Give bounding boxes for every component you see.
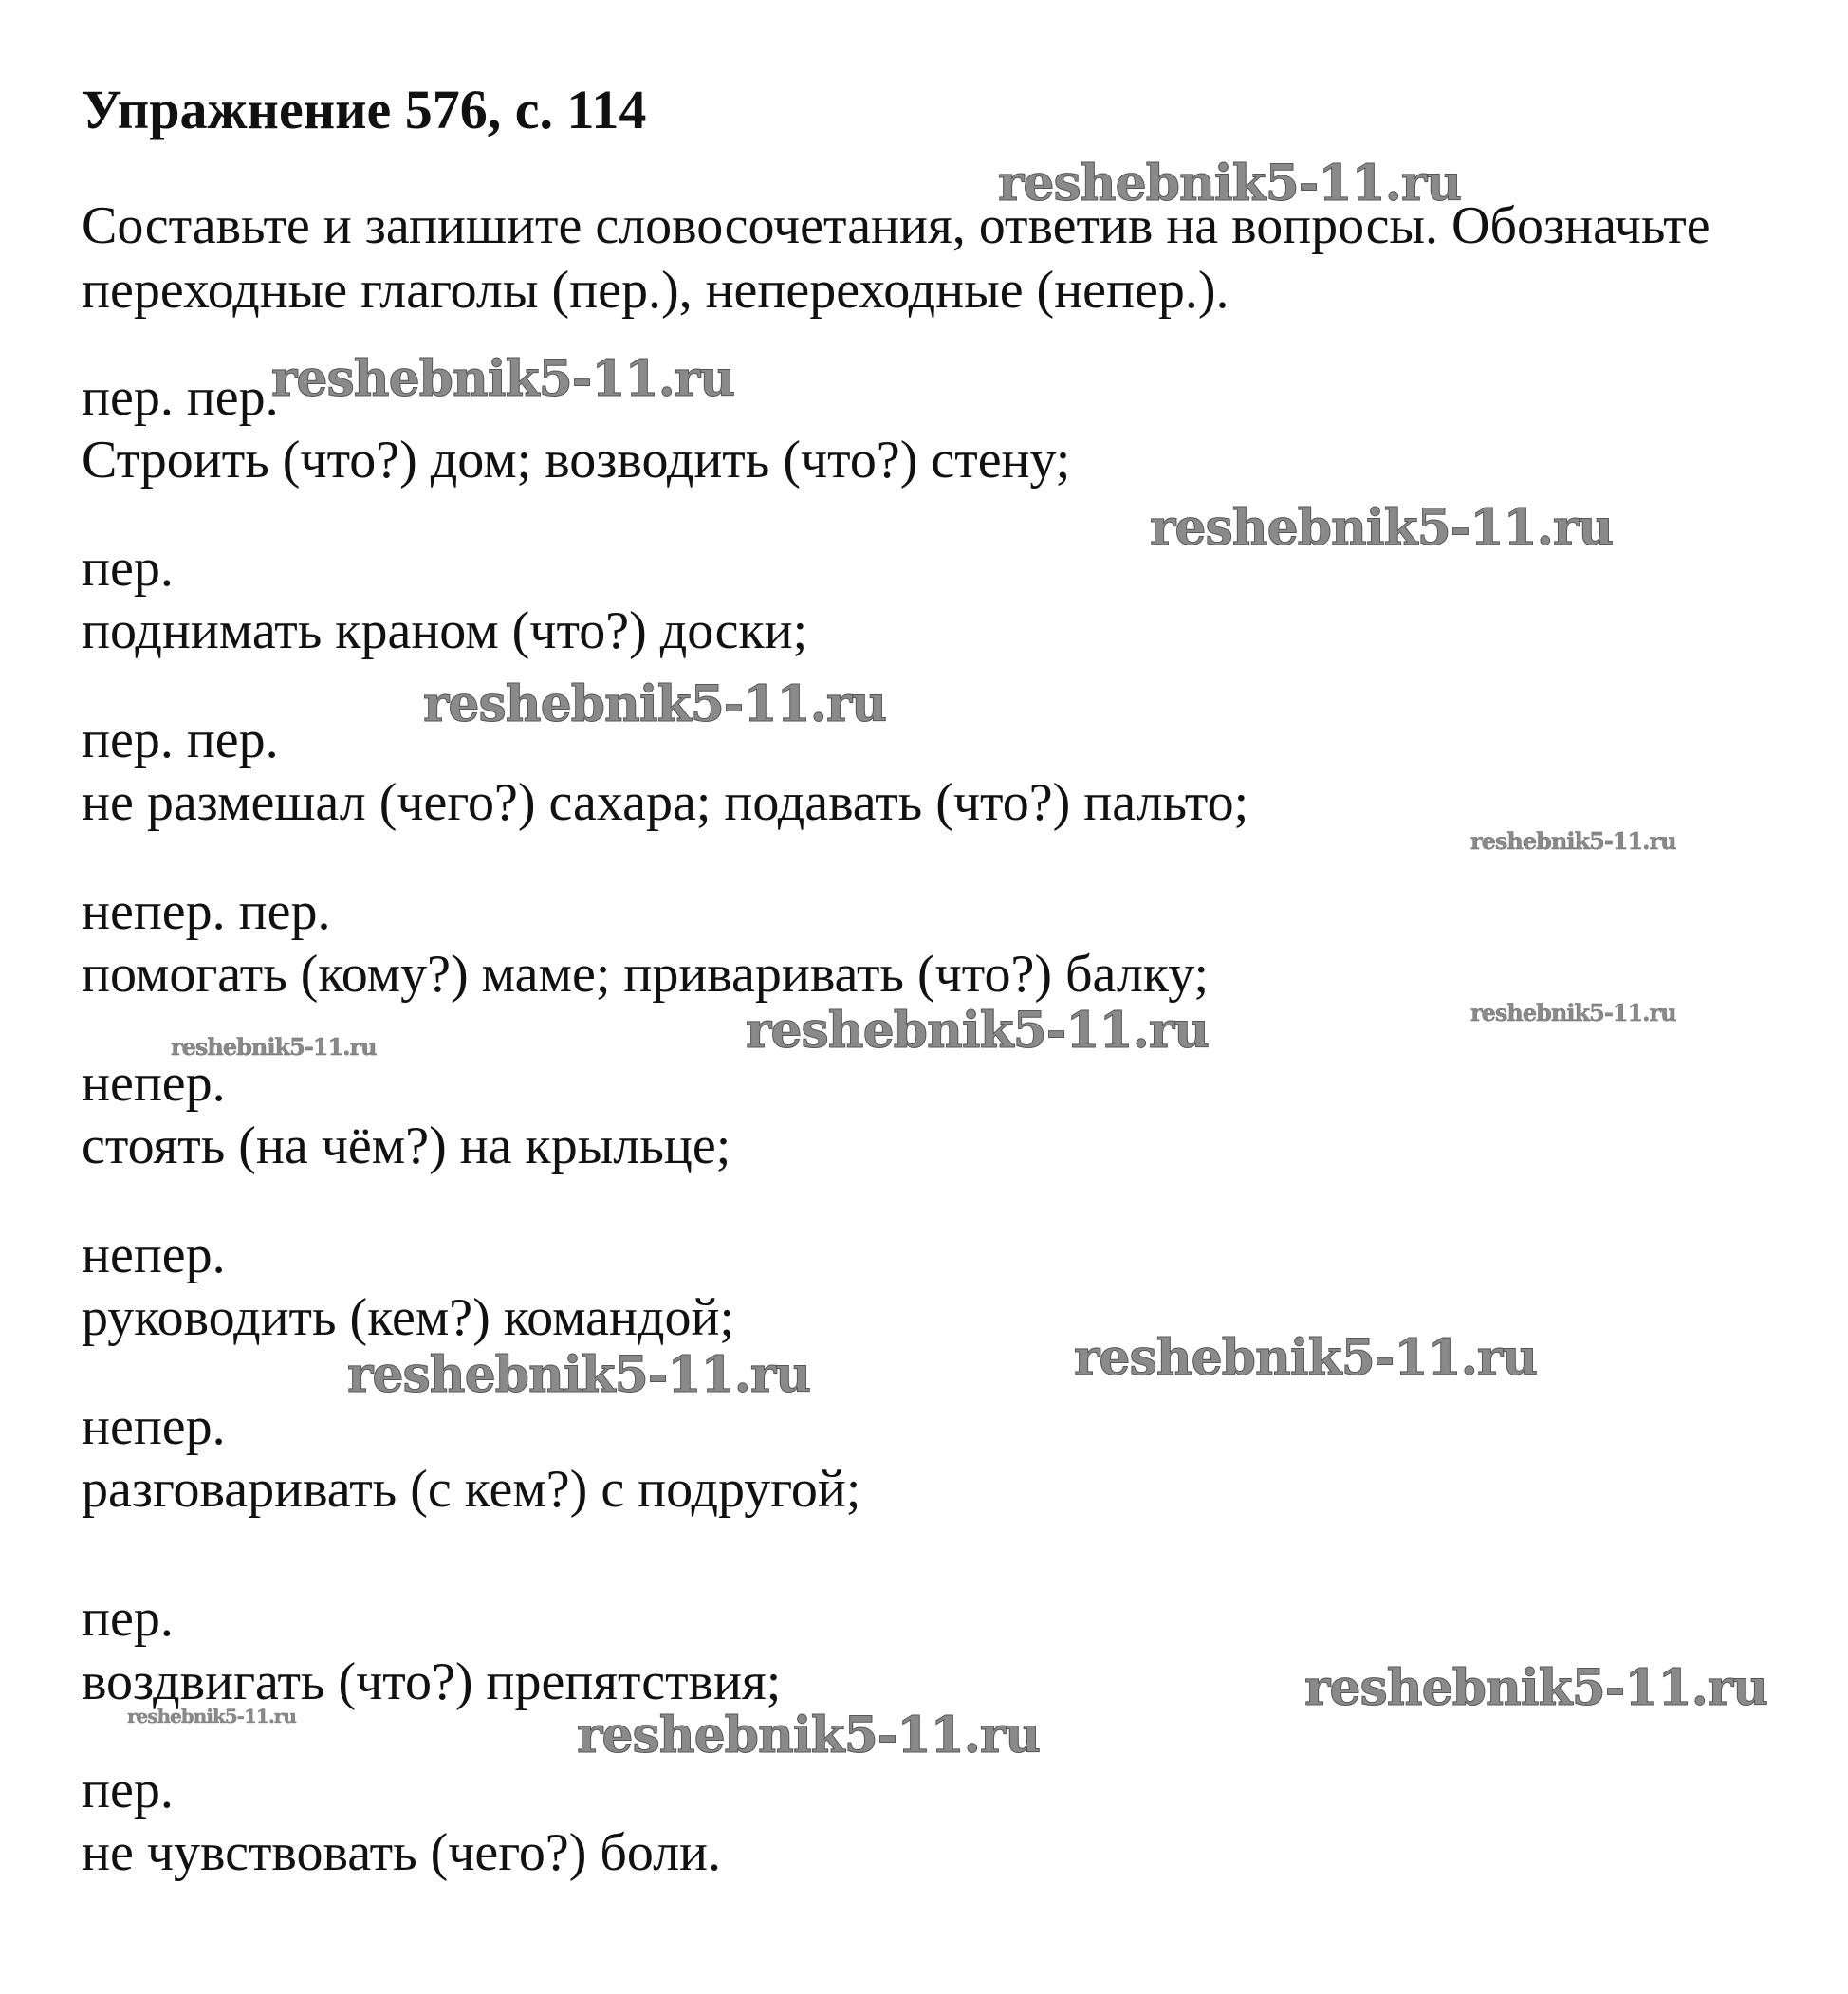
watermark: reshebnik5-11.ru [1304,1659,1768,1717]
entry-7-label: непер. [82,1397,226,1456]
entry-9-label: пер. [82,1761,174,1819]
watermark: reshebnik5-11.ru [347,1346,811,1404]
watermark: reshebnik5-11.ru [127,1705,296,1727]
entry-4-label: непер. пер. [82,882,331,941]
entry-3-label: пер. пер. [82,711,279,769]
watermark: reshebnik5-11.ru [423,675,887,733]
instruction-line-2: переходные глаголы (пер.), непереходные (непер.). [82,261,1229,320]
entry-7-text: разговаривать (с кем?) с подругой; [82,1460,861,1519]
entry-1-label: пер. пер. [82,368,279,427]
entry-1-text: Строить (что?) дом; возводить (что?) стену; [82,431,1071,489]
watermark: reshebnik5-11.ru [271,350,735,408]
watermark: reshebnik5-11.ru [1470,827,1676,855]
watermark: reshebnik5-11.ru [577,1707,1041,1764]
entry-9-text: не чувствовать (чего?) боли. [82,1823,722,1882]
entry-5-text: стоять (на чём?) на крыльце; [82,1117,731,1175]
entry-4-text: помогать (кому?) маме; приваривать (что?) балку; [82,945,1210,1004]
watermark: reshebnik5-11.ru [1470,999,1676,1026]
watermark: reshebnik5-11.ru [171,1033,377,1061]
entry-6-text: руководить (кем?) командой; [82,1288,734,1347]
entry-6-label: непер. [82,1226,226,1284]
watermark: reshebnik5-11.ru [1150,499,1614,557]
watermark: reshebnik5-11.ru [998,155,1462,212]
entry-8-text: воздвигать (что?) препятствия; [82,1652,782,1711]
entry-5-label: непер. [82,1054,226,1113]
exercise-title: Упражнение 576, с. 114 [82,79,647,140]
entry-3-text: не размешал (чего?) сахара; подавать (что?) пальто; [82,773,1249,832]
entry-2-text: поднимать краном (что?) доски; [82,601,808,660]
watermark: reshebnik5-11.ru [1074,1329,1538,1387]
entry-2-label: пер. [82,539,174,598]
entry-8-label: пер. [82,1589,174,1648]
watermark: reshebnik5-11.ru [746,1002,1210,1060]
instruction-line-1: Составьте и запишите словосочетания, ответив на вопросы. Обозначьте [82,196,1710,255]
